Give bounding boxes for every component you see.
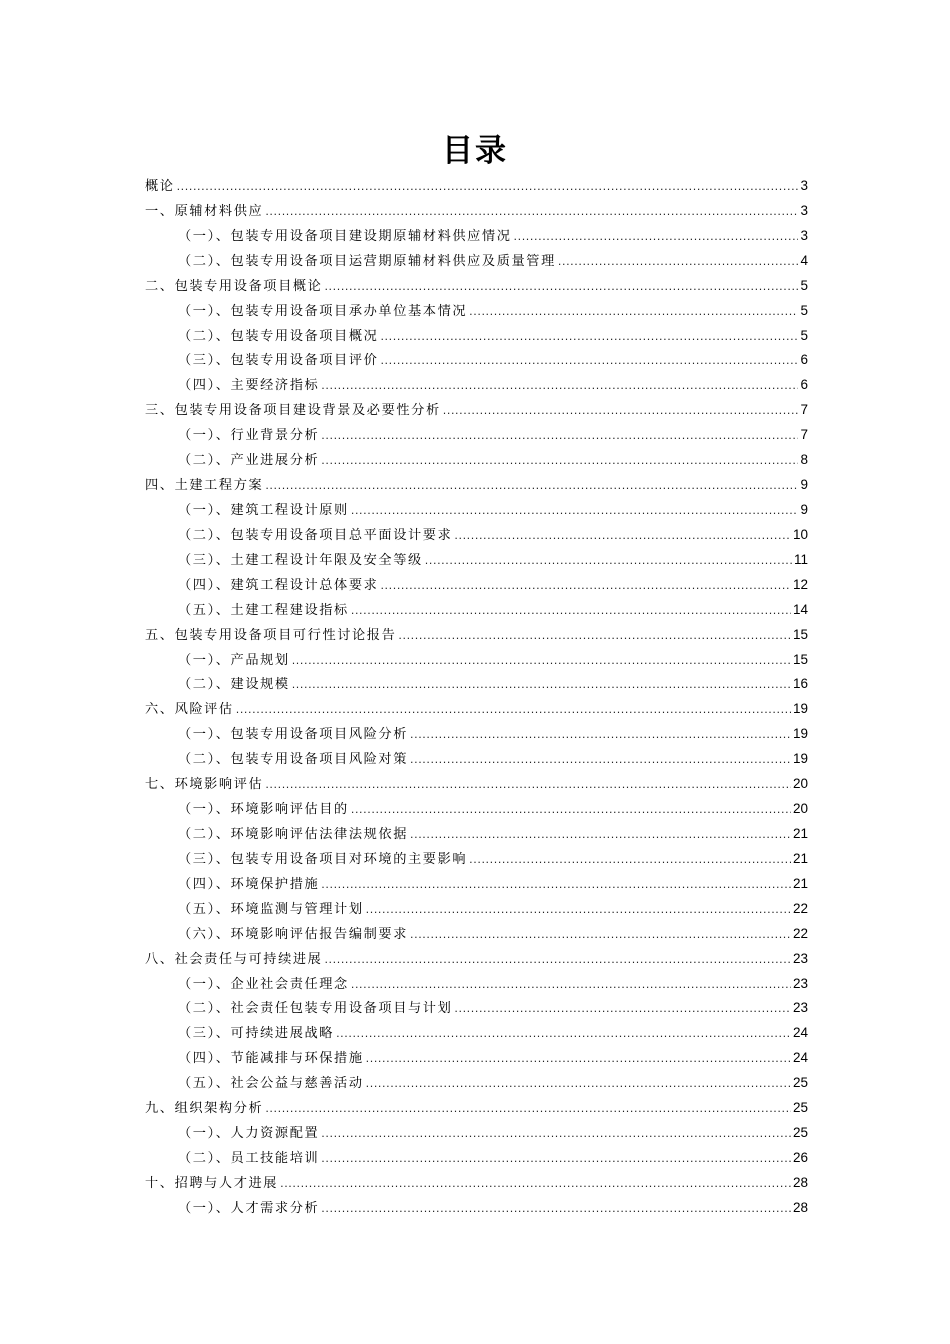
toc-entry-page-number: 23	[792, 975, 808, 991]
toc-leader-dots	[366, 898, 791, 923]
toc-entry[interactable]	[145, 623, 808, 648]
toc-entry[interactable]	[145, 324, 808, 349]
toc-leader-dots	[410, 748, 791, 773]
table-of-contents	[145, 174, 808, 1221]
toc-leader-dots	[324, 275, 798, 300]
toc-entry[interactable]	[145, 722, 808, 747]
toc-entry-title: 三、包装专用设备项目建设背景及必要性分析	[145, 403, 441, 419]
toc-leader-dots	[336, 1022, 791, 1047]
toc-entry-title: （一）、包装专用设备项目风险分析	[178, 727, 408, 743]
page-title: 目录	[442, 133, 508, 169]
toc-entry[interactable]	[145, 672, 808, 697]
toc-entry[interactable]	[145, 473, 808, 498]
toc-entry-title: （一）、行业背景分析	[178, 428, 320, 444]
toc-entry[interactable]	[145, 797, 808, 822]
toc-entry[interactable]	[145, 174, 808, 199]
toc-leader-dots	[410, 723, 791, 748]
toc-entry-page-number: 26	[792, 1149, 808, 1165]
toc-entry-title: 七、环境影响评估	[145, 777, 264, 793]
toc-entry-title: 二、包装专用设备项目概论	[145, 278, 323, 294]
toc-leader-dots	[366, 1072, 791, 1097]
toc-entry[interactable]	[145, 847, 808, 872]
toc-entry-page-number: 25	[792, 1075, 808, 1091]
toc-leader-dots	[351, 973, 791, 998]
toc-entry-page-number: 28	[792, 1174, 808, 1190]
toc-leader-dots	[280, 1172, 791, 1197]
toc-entry-title: （二）、员工技能培训	[178, 1150, 320, 1166]
toc-entry-title: 九、组织架构分析	[145, 1101, 264, 1117]
toc-entry[interactable]	[145, 1171, 808, 1196]
toc-leader-dots	[558, 250, 799, 275]
toc-entry[interactable]	[145, 523, 808, 548]
toc-entry-page-number: 23	[792, 1000, 808, 1016]
toc-entry[interactable]	[145, 224, 808, 249]
toc-leader-dots	[265, 474, 798, 499]
toc-entry-title: 一、原辅材料供应	[145, 203, 264, 219]
toc-entry-page-number: 25	[792, 1125, 808, 1141]
toc-entry-page-number: 14	[792, 601, 808, 617]
toc-entry-page-number: 5	[800, 277, 808, 293]
toc-entry[interactable]	[145, 872, 808, 897]
toc-entry[interactable]	[145, 348, 808, 373]
toc-leader-dots	[443, 399, 799, 424]
toc-entry-title: （二）、包装专用设备项目总平面设计要求	[178, 527, 453, 543]
toc-entry[interactable]	[145, 648, 808, 673]
toc-entry[interactable]	[145, 922, 808, 947]
toc-entry[interactable]	[145, 697, 808, 722]
toc-entry[interactable]	[145, 897, 808, 922]
toc-entry[interactable]	[145, 274, 808, 299]
toc-entry[interactable]	[145, 1196, 808, 1221]
toc-entry[interactable]	[145, 747, 808, 772]
toc-entry-title: （一）、人力资源配置	[178, 1126, 320, 1142]
toc-entry-title: 五、包装专用设备项目可行性讨论报告	[145, 627, 397, 643]
toc-entry-title: （一）、包装专用设备项目承办单位基本情况	[178, 303, 468, 319]
toc-entry[interactable]	[145, 448, 808, 473]
toc-entry-title: 十、招聘与人才进展	[145, 1175, 279, 1191]
toc-entry[interactable]	[145, 1021, 808, 1046]
toc-leader-dots	[292, 649, 791, 674]
toc-entry-title: （三）、包装专用设备项目对环境的主要影响	[178, 851, 468, 867]
toc-leader-dots	[321, 873, 791, 898]
toc-entry-title: （三）、土建工程设计年限及安全等级	[178, 552, 423, 568]
toc-entry-page-number: 5	[800, 327, 808, 343]
toc-leader-dots	[398, 624, 791, 649]
toc-leader-dots	[292, 673, 791, 698]
toc-entry-page-number: 22	[792, 925, 808, 941]
toc-entry[interactable]	[145, 573, 808, 598]
toc-leader-dots	[469, 300, 798, 325]
toc-entry-page-number: 7	[800, 402, 808, 418]
toc-entry-title: （五）、土建工程建设指标	[178, 602, 349, 618]
toc-entry-page-number: 20	[792, 776, 808, 792]
toc-entry-page-number: 15	[792, 626, 808, 642]
toc-entry-page-number: 3	[800, 202, 808, 218]
toc-entry-page-number: 28	[792, 1199, 808, 1215]
toc-leader-dots	[425, 549, 792, 574]
toc-entry-title: （六）、环境影响评估报告编制要求	[178, 926, 408, 942]
toc-entry[interactable]	[145, 498, 808, 523]
toc-entry-title: （五）、环境监测与管理计划	[178, 901, 364, 917]
toc-entry-title: 四、土建工程方案	[145, 478, 264, 494]
toc-leader-dots	[454, 997, 791, 1022]
toc-entry-page-number: 12	[792, 576, 808, 592]
toc-entry[interactable]	[145, 1071, 808, 1096]
toc-entry[interactable]	[145, 598, 808, 623]
toc-leader-dots	[177, 175, 799, 200]
toc-entry[interactable]	[145, 996, 808, 1021]
toc-entry[interactable]	[145, 1121, 808, 1146]
toc-entry[interactable]	[145, 1146, 808, 1171]
toc-entry[interactable]	[145, 1096, 808, 1121]
toc-entry-page-number: 24	[792, 1050, 808, 1066]
toc-entry-page-number: 21	[792, 875, 808, 891]
toc-entry-title: （三）、包装专用设备项目评价	[178, 353, 379, 369]
toc-leader-dots	[380, 325, 798, 350]
toc-entry-page-number: 25	[792, 1100, 808, 1116]
toc-leader-dots	[321, 1197, 791, 1222]
toc-entry[interactable]	[145, 947, 808, 972]
toc-entry-title: （一）、产品规划	[178, 652, 290, 668]
toc-entry[interactable]	[145, 398, 808, 423]
toc-leader-dots	[380, 349, 798, 374]
toc-entry-title: （二）、环境影响评估法律法规依据	[178, 826, 408, 842]
toc-entry-page-number: 3	[800, 227, 808, 243]
toc-entry-page-number: 4	[800, 252, 808, 268]
toc-entry-page-number: 3	[800, 178, 808, 193]
toc-entry[interactable]	[145, 423, 808, 448]
toc-entry-page-number: 7	[800, 427, 808, 443]
toc-leader-dots	[366, 1047, 791, 1072]
toc-entry-page-number: 11	[793, 551, 808, 567]
toc-entry-page-number: 22	[792, 900, 808, 916]
toc-entry-page-number: 16	[792, 676, 808, 692]
toc-entry-title: （二）、建设规模	[178, 677, 290, 693]
toc-entry-title: （四）、节能减排与环保措施	[178, 1051, 364, 1067]
toc-leader-dots	[351, 798, 791, 823]
toc-entry[interactable]	[145, 1046, 808, 1071]
toc-entry-page-number: 9	[800, 477, 808, 493]
toc-entry-page-number: 20	[792, 801, 808, 817]
toc-leader-dots	[236, 698, 791, 723]
toc-leader-dots	[265, 1097, 791, 1122]
toc-leader-dots	[321, 449, 798, 474]
toc-leader-dots	[321, 374, 798, 399]
toc-leader-dots	[454, 524, 791, 549]
toc-entry-title: （四）、环境保护措施	[178, 876, 320, 892]
toc-leader-dots	[321, 1147, 791, 1172]
toc-entry-title: （四）、主要经济指标	[178, 378, 320, 394]
toc-entry-page-number: 5	[800, 302, 808, 318]
toc-entry-title: （二）、包装专用设备项目运营期原辅材料供应及质量管理	[178, 253, 556, 269]
toc-entry-title: （一）、人才需求分析	[178, 1200, 320, 1216]
toc-entry-title: （四）、建筑工程设计总体要求	[178, 577, 379, 593]
toc-entry-page-number: 8	[800, 452, 808, 468]
toc-entry-page-number: 21	[792, 850, 808, 866]
toc-leader-dots	[321, 424, 798, 449]
toc-entry-page-number: 23	[792, 950, 808, 966]
toc-entry-page-number: 10	[792, 526, 808, 542]
toc-entry-page-number: 6	[800, 377, 808, 393]
toc-entry[interactable]	[145, 299, 808, 324]
toc-entry-title: 六、风险评估	[145, 702, 234, 718]
toc-entry-title: 八、社会责任与可持续进展	[145, 951, 323, 967]
toc-entry-title: 概论	[145, 179, 175, 194]
toc-entry-title: （一）、建筑工程设计原则	[178, 502, 349, 518]
toc-entry-title: （二）、包装专用设备项目风险对策	[178, 752, 408, 768]
toc-entry-page-number: 19	[792, 726, 808, 742]
toc-entry-page-number: 21	[792, 825, 808, 841]
toc-leader-dots	[380, 574, 791, 599]
toc-entry[interactable]	[145, 548, 808, 573]
toc-leader-dots	[265, 773, 791, 798]
toc-entry-title: （二）、包装专用设备项目概况	[178, 328, 379, 344]
toc-leader-dots	[265, 200, 798, 225]
toc-leader-dots	[469, 848, 791, 873]
toc-leader-dots	[410, 823, 791, 848]
toc-entry-title: （二）、社会责任包装专用设备项目与计划	[178, 1001, 453, 1017]
toc-entry-title: （一）、包装专用设备项目建设期原辅材料供应情况	[178, 228, 512, 244]
toc-entry-title: （一）、环境影响评估目的	[178, 802, 349, 818]
toc-entry-title: （二）、产业进展分析	[178, 453, 320, 469]
toc-entry[interactable]	[145, 199, 808, 224]
toc-entry[interactable]	[145, 972, 808, 997]
toc-leader-dots	[351, 599, 791, 624]
toc-entry-title: （三）、可持续进展战略	[178, 1026, 335, 1042]
toc-entry-page-number: 24	[792, 1025, 808, 1041]
toc-entry[interactable]	[145, 249, 808, 274]
toc-entry-page-number: 15	[792, 651, 808, 667]
toc-entry-title: （一）、企业社会责任理念	[178, 976, 349, 992]
toc-entry-page-number: 19	[792, 701, 808, 717]
toc-entry-page-number: 9	[800, 501, 808, 517]
toc-leader-dots	[324, 948, 791, 973]
toc-entry-title: （五）、社会公益与慈善活动	[178, 1076, 364, 1092]
toc-leader-dots	[321, 1122, 791, 1147]
toc-leader-dots	[351, 499, 799, 524]
toc-leader-dots	[410, 923, 791, 948]
toc-leader-dots	[514, 225, 799, 250]
toc-entry-page-number: 6	[800, 352, 808, 368]
toc-entry[interactable]	[145, 772, 808, 797]
toc-entry-page-number: 19	[792, 751, 808, 767]
toc-entry[interactable]	[145, 822, 808, 847]
toc-entry[interactable]	[145, 373, 808, 398]
